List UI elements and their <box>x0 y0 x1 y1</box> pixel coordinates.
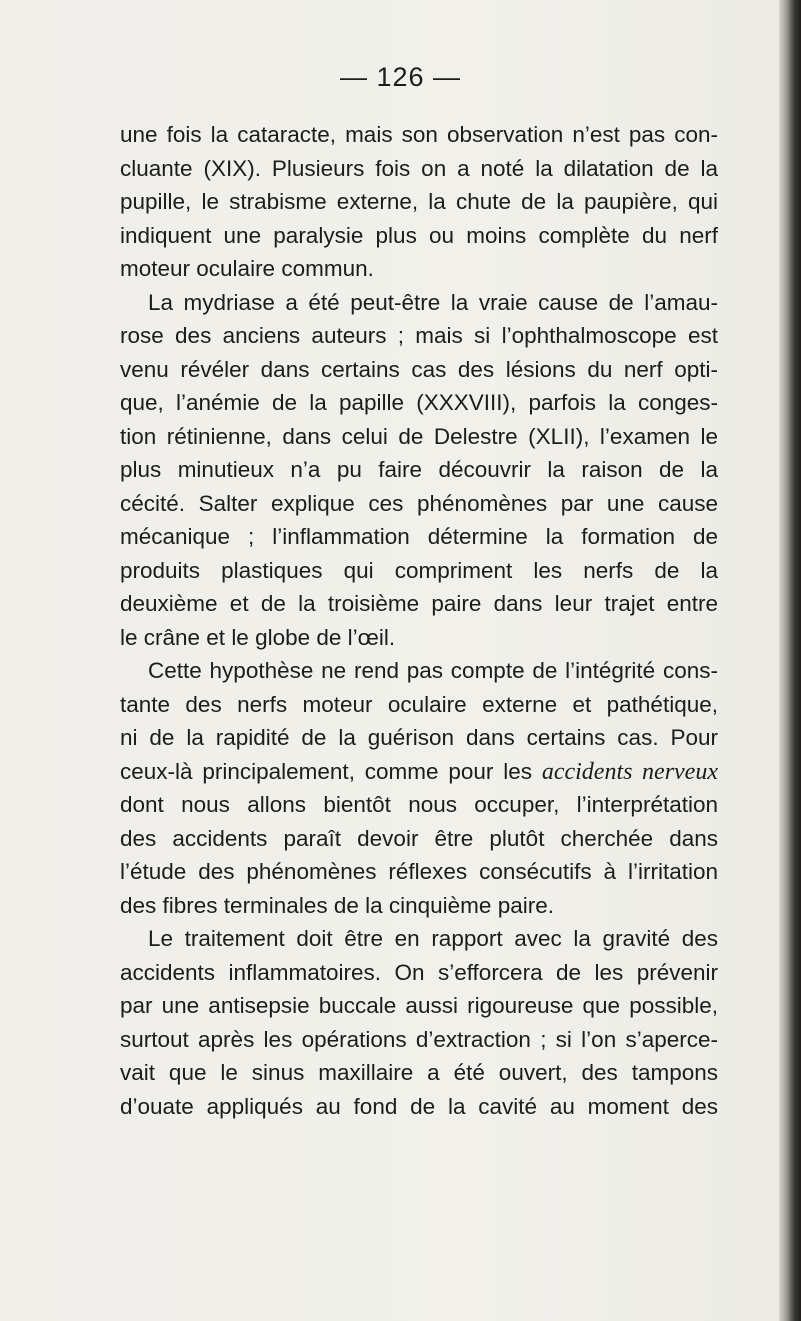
text-line: l’étude des phénomènes réflexes consécutifs à l’irritation <box>120 859 718 884</box>
paragraph-4 <box>120 922 718 1123</box>
body-text <box>120 118 718 1123</box>
paragraph-3 <box>120 654 718 922</box>
text-line: Cette hypothèse ne rend pas compte de l’intégrité cons- <box>148 658 718 683</box>
italic-term: accidents nerveux <box>541 758 718 785</box>
text-line: La mydriase a été peut-être la vraie cause de l’amau- <box>148 289 718 315</box>
text-line: produits plastiques qui compriment les nerfs de la <box>120 557 718 583</box>
paragraph-1 <box>120 118 718 286</box>
paragraph-2 <box>120 286 718 655</box>
text-line: le crâne et le globe de l’œil. <box>120 624 396 650</box>
page-number: — 126 — <box>339 62 462 92</box>
text-line: dont nous allons bientôt nous occuper, l’interprétation <box>120 792 718 817</box>
text-line: indiquent une paralysie plus ou moins complète du nerf <box>120 222 718 248</box>
text-line: moteur oculaire commun. <box>120 256 374 281</box>
text-line: cécité. Salter explique ces phénomènes par une cause <box>120 490 718 516</box>
text-line: pupille, le strabisme externe, la chute de la paupière, qui <box>120 189 718 214</box>
text-line: tion rétinienne, dans celui de Delestre (XLII), l’examen le <box>120 423 718 449</box>
text-line: venu révéler dans certains cas des lésions du nerf opti- <box>120 356 718 382</box>
text-line: une fois la cataracte, mais son observation n’est pas con- <box>120 122 718 147</box>
text-line: rose des anciens auteurs ; mais si l’ophthalmoscope est <box>120 323 718 348</box>
page-edge-shadow <box>779 0 801 1321</box>
text-line: tante des nerfs moteur oculaire externe et pathétique, <box>120 691 718 717</box>
text-line: vait que le sinus maxillaire a été ouvert, des tampons <box>120 1060 718 1085</box>
text-line: ni de la rapidité de la guérison dans certains cas. Pour <box>120 725 718 750</box>
text-line: plus minutieux n’a pu faire découvrir la raison de la <box>120 457 718 482</box>
text-line: accidents inflammatoires. On s’efforcera de les prévenir <box>120 959 718 985</box>
text-line-with-italic <box>120 755 718 789</box>
text-line: des accidents paraît devoir être plutôt cherchée dans <box>120 825 718 851</box>
text-line: deuxième et de la troisième paire dans leur trajet entre <box>120 591 718 616</box>
text-line: mécanique ; l’inflammation détermine la formation de <box>120 524 718 549</box>
text-line: des fibres terminales de la cinquième paire. <box>120 892 554 918</box>
text-line: cluante (XIX). Plusieurs fois on a noté la dilatation de la <box>120 155 718 181</box>
text-line: par une antisepsie buccale aussi rigoureuse que possible, <box>120 993 718 1018</box>
text-segment: ceux-là principalement, comme pour les <box>120 758 542 784</box>
text-line: d’ouate appliqués au fond de la cavité au moment des <box>120 1093 718 1119</box>
text-line: que, l’anémie de la papille (XXXVIII), parfois la conges- <box>120 390 718 415</box>
text-line: Le traitement doit être en rapport avec la gravité des <box>148 926 718 951</box>
text-line: surtout après les opérations d’extraction ; si l’on s’aperce- <box>120 1026 718 1052</box>
